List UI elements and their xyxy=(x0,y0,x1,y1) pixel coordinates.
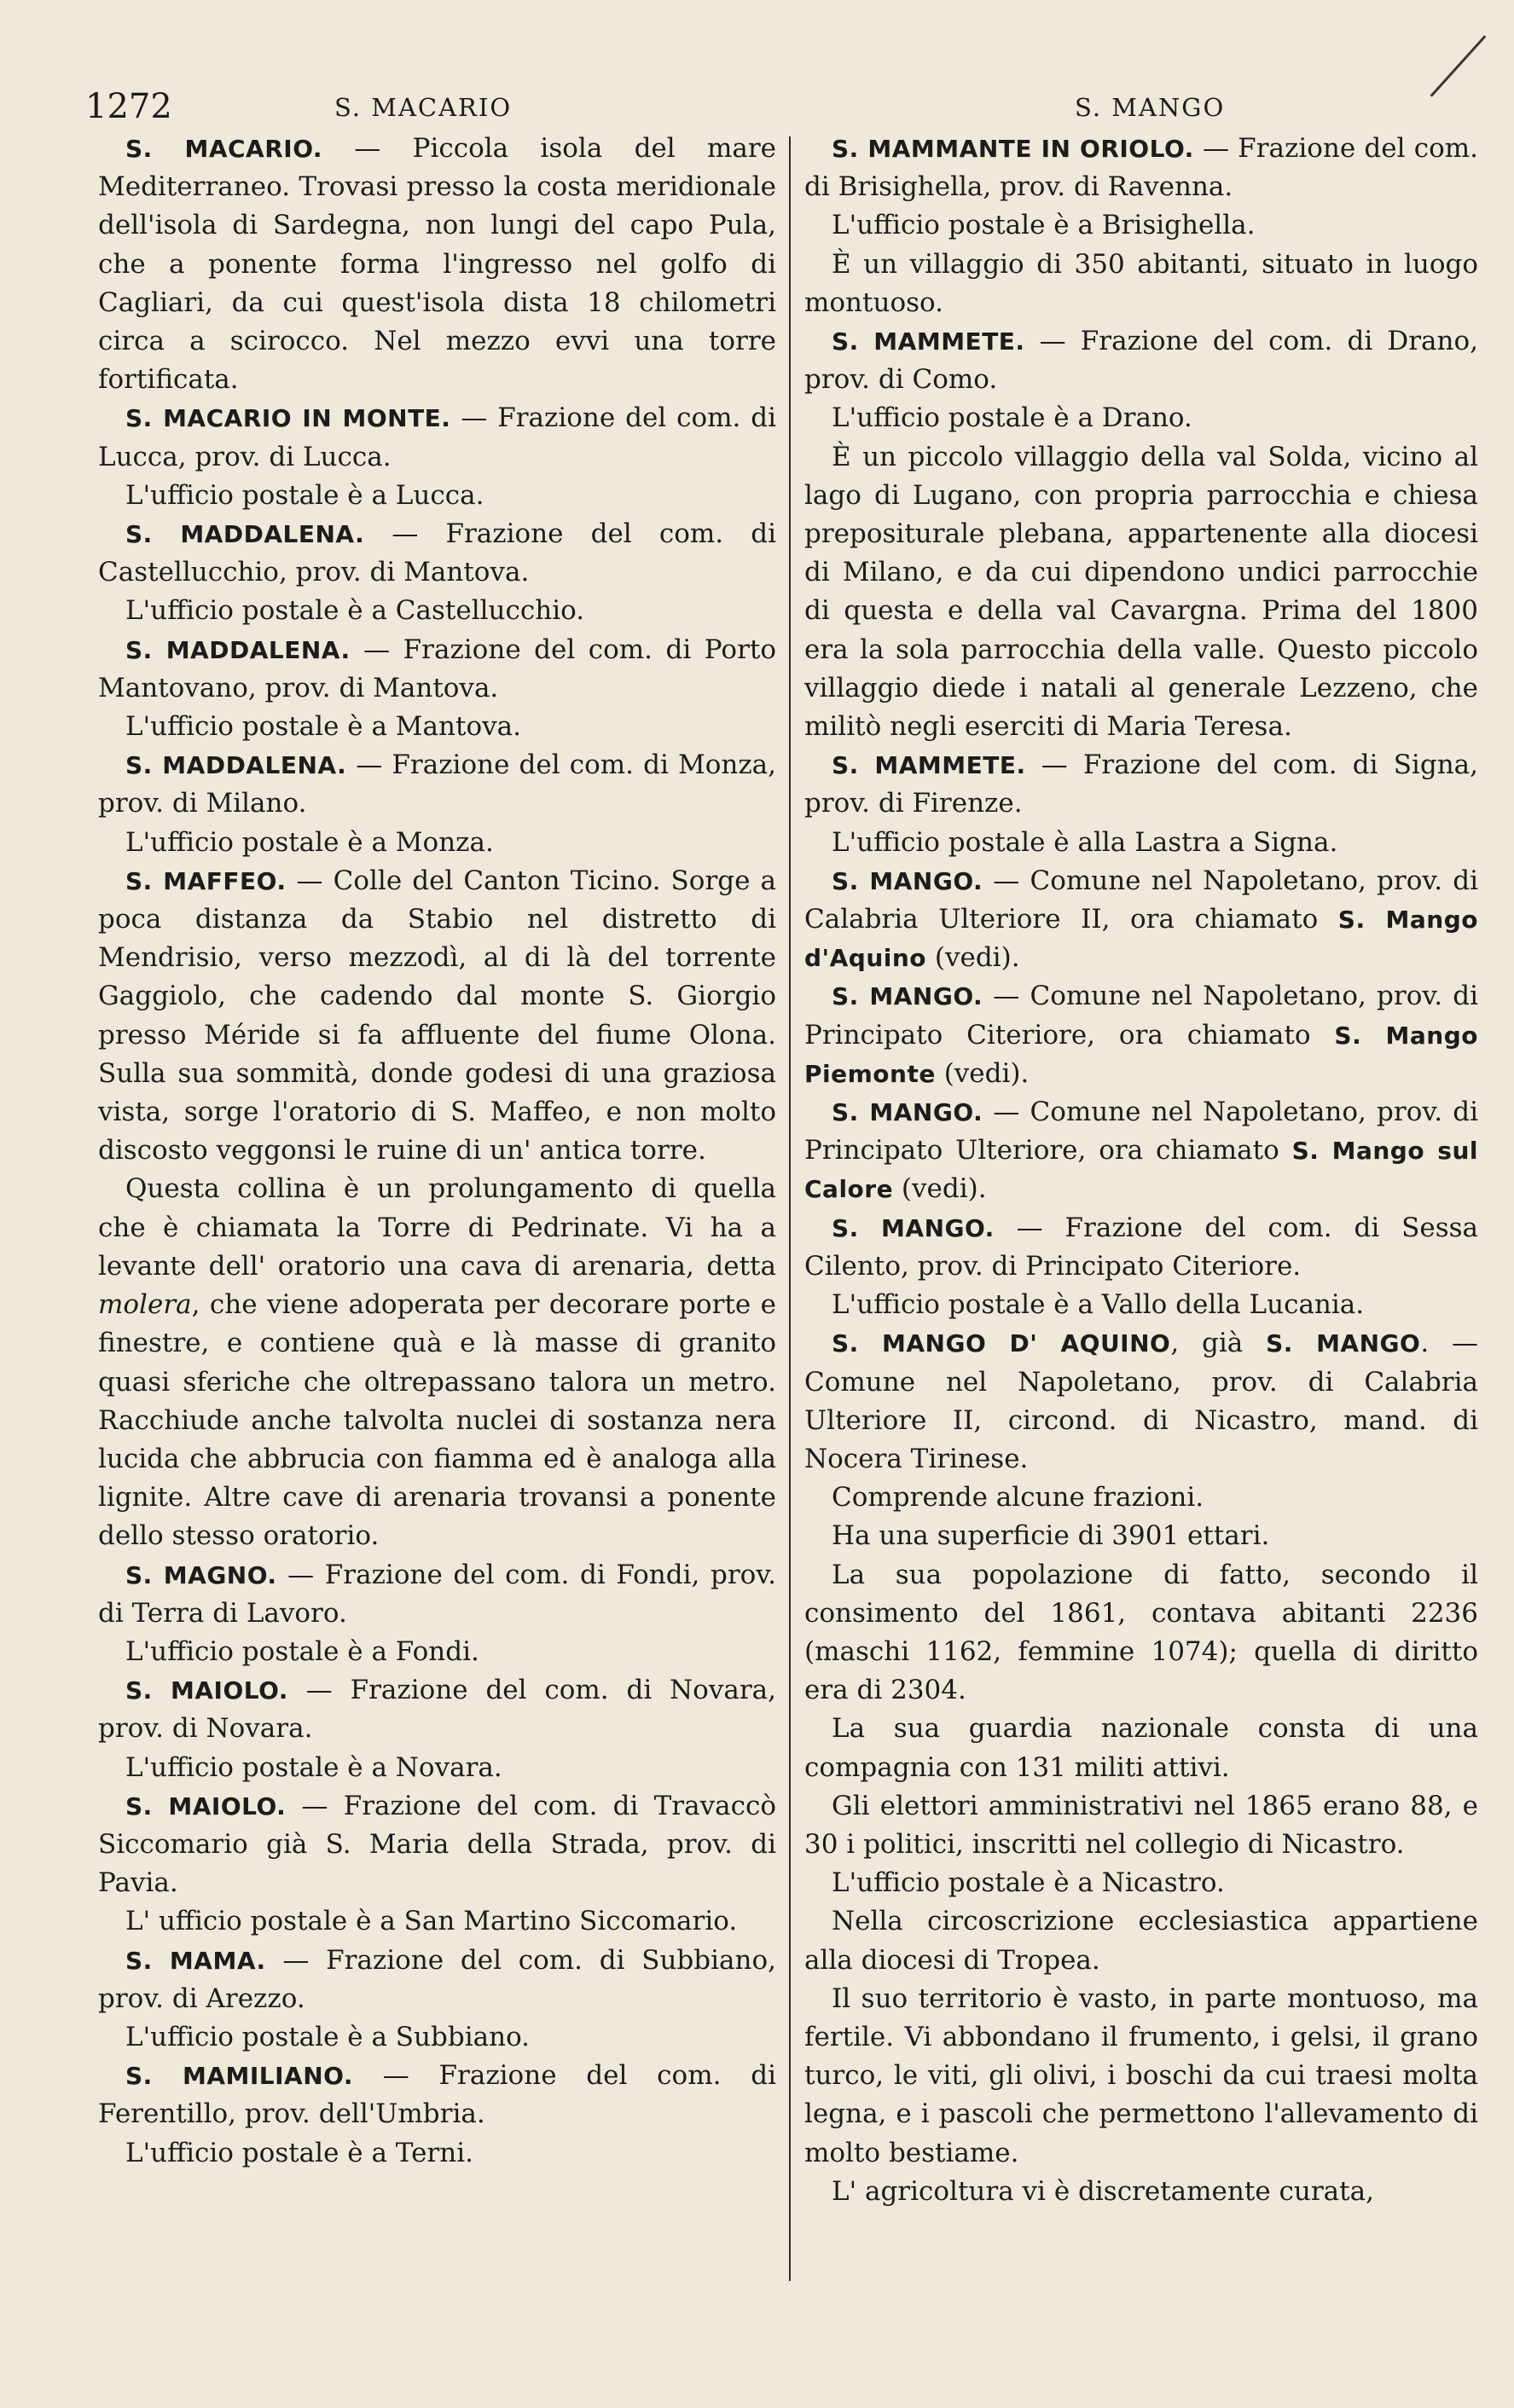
entry-paragraph xyxy=(804,1710,1478,1786)
entry-paragraph xyxy=(98,2018,776,2057)
entry-headword: S. MANGO. xyxy=(832,982,983,1011)
entry-paragraph xyxy=(98,1902,776,1941)
entry-paragraph xyxy=(98,708,776,746)
entry-text: È un piccolo villaggio della val Solda, vicino al lago di Lugano, con propria parrocchia e chiesa prepositurale plebana, appartenente alla diocesi di Milano, e da cui dipendono undici parrocchie di questa e della val Cavargna. Prima del 1800 era la sola parrocchia della valle. Questo piccolo villaggio diede i natali al generale Lezzeno, che militò negli eserciti di Maria Teresa. xyxy=(804,441,1478,743)
entry-paragraph xyxy=(98,592,776,630)
entry-text: L'ufficio postale è a Subbiano. xyxy=(125,2021,531,2052)
left-column xyxy=(98,130,776,2173)
entry-headword: S. MAFFEO. xyxy=(125,866,287,895)
dictionary-entry xyxy=(98,1671,776,1748)
right-column xyxy=(804,130,1478,2211)
entry-headword: S. MAIOLO. xyxy=(125,1792,287,1820)
entry-text: — Frazione del com. di Travaccò Siccomario già S. Maria della Strada, prov. di Pavia. xyxy=(98,1790,776,1899)
dictionary-entry xyxy=(98,862,776,1171)
entry-text: — Frazione del com. di Drano, prov. di Como. xyxy=(804,326,1478,396)
dictionary-entry xyxy=(804,130,1478,206)
entry-text: — Comune nel Napoletano, prov. di Principato Ulteriore, ora chiamato xyxy=(804,1097,1478,1166)
entry-headword: S. MADDALENA. xyxy=(125,751,347,780)
entry-text: Il suo territorio è vasto, in parte montuoso, ma fertile. Vi abbondano il frumento, i gelsi, il grano turco, le viti, gli olivi, i boschi da cui traesi molta legna, e i pascoli che permettono l'allevamento di molto bestiame. xyxy=(804,1983,1478,2168)
entry-cross-reference: S. Mango Piemonte xyxy=(804,1021,1478,1088)
entry-headword: S. MAMA. xyxy=(125,1946,266,1975)
entry-text: L'ufficio postale è a Drano. xyxy=(832,402,1192,434)
dictionary-entry xyxy=(98,1556,776,1633)
entry-cross-reference: S. MANGO xyxy=(1266,1329,1421,1358)
entry-paragraph xyxy=(804,1479,1478,1517)
entry-paragraph xyxy=(804,1902,1478,1979)
dictionary-entry xyxy=(98,1787,776,1903)
entry-headword: S. MACARIO IN MONTE. xyxy=(125,404,451,433)
entry-headword: S. MANGO. xyxy=(832,866,983,895)
dictionary-entry xyxy=(98,399,776,476)
entry-text: L'ufficio postale è a Novara. xyxy=(125,1751,502,1783)
entry-headword: S. MAMMETE. xyxy=(832,751,1026,780)
entry-headword: S. MAMMETE. xyxy=(832,327,1025,356)
entry-text-continued: , che viene adoperata per decorare porte e finestre, e contiene quà e là masse di granito quasi sferiche che oltrepassano talora un metro. Racchiude anche talvolta nuclei di sostanza nera lucida che abbrucia con fiamma ed è analoga alla lignite. Altre cave di arenaria trovansi a ponente dello stesso oratorio. xyxy=(98,1289,776,1552)
entry-text: — Frazione del com. di Castellucchio, prov. di Mantova. xyxy=(98,518,776,588)
entry-text: — Frazione del com. di Subbiano, prov. di Arezzo. xyxy=(98,1944,776,2014)
entry-text-continued: (vedi). xyxy=(893,1173,987,1205)
dictionary-entry xyxy=(98,515,776,592)
entry-paragraph xyxy=(804,1864,1478,1902)
entry-text: È un villaggio di 350 abitanti, situato in luogo montuoso. xyxy=(804,248,1478,318)
corner-mark xyxy=(1430,35,1487,97)
entry-text: — Comune nel Napoletano, prov. di Principato Citeriore, ora chiamato xyxy=(804,981,1478,1051)
entry-text-continued: (vedi). xyxy=(935,1057,1030,1089)
entry-paragraph xyxy=(98,477,776,515)
page-number: 1272 xyxy=(85,87,172,126)
entry-text: L'ufficio postale è a Castellucchio. xyxy=(125,595,585,627)
entry-text: — Frazione del com. di Sessa Cilento, prov. di Principato Citeriore. xyxy=(804,1212,1478,1282)
running-head-left: S. MACARIO xyxy=(334,93,513,122)
entry-text: — Frazione del com. di Fondi, prov. di Terra di Lavoro. xyxy=(98,1559,776,1629)
entry-paragraph xyxy=(804,2173,1478,2211)
entry-text: Gli elettori amministrativi nel 1865 erano 88, e 30 i politici, inscritti nel collegio di Nicastro. xyxy=(804,1790,1478,1860)
entry-text: Nella circoscrizione ecclesiastica appartiene alla diocesi di Tropea. xyxy=(804,1906,1478,1976)
entry-text: — Frazione del com. di Ferentillo, prov. dell'Umbria. xyxy=(98,2060,776,2130)
entry-text: — Frazione del com. di Novara, prov. di Novara. xyxy=(98,1675,776,1745)
entry-headword: S. MANGO. xyxy=(832,1213,995,1242)
entry-text: L'ufficio postale è a Lucca. xyxy=(125,479,484,511)
entry-text: — Piccola isola del mare Mediterraneo. Trovasi presso la costa meridionale dell'isola di Sardegna, non lungi del capo Pula, che a ponente forma l'ingresso nel golfo di Cagliari, da cui quest'isola dista 18 chilometri circa a scirocco. Nel mezzo evvi una torre fortificata. xyxy=(98,133,776,396)
entry-paragraph xyxy=(98,1170,776,1555)
entry-paragraph xyxy=(804,824,1478,862)
dictionary-entry xyxy=(804,1324,1478,1479)
entry-headword: S. MACARIO. xyxy=(125,135,323,163)
entry-paragraph xyxy=(804,1556,1478,1710)
entry-headword: S. MAIOLO. xyxy=(125,1676,288,1705)
entry-headword: S. MANGO D' AQUINO xyxy=(832,1329,1171,1358)
entry-text-continued: . — Comune nel Napoletano, prov. di Calabria Ulteriore II, circond. di Nicastro, mand. di Nocera Tirinese. xyxy=(804,1328,1478,1474)
entry-text: L'ufficio postale è a Brisighella. xyxy=(832,210,1256,241)
entry-paragraph xyxy=(98,824,776,862)
entry-text: L'ufficio postale è a Terni. xyxy=(125,2137,473,2168)
entry-headword: S. MADDALENA. xyxy=(125,520,365,549)
dictionary-entry xyxy=(98,746,776,823)
entry-text: , già xyxy=(1170,1328,1267,1359)
entry-headword: S. MAMMANTE IN ORIOLO. xyxy=(832,135,1194,163)
entry-paragraph xyxy=(98,1749,776,1787)
entry-text: La sua popolazione di fatto, secondo il consimento del 1861, contava abitanti 2236 (maschi 1162, femmine 1074); quella di diritto era di 2304. xyxy=(804,1559,1478,1706)
entry-paragraph xyxy=(804,1980,1478,2173)
entry-text: L'ufficio postale è a Mantova. xyxy=(125,711,521,743)
entry-cross-reference: S. Mango d'Aquino xyxy=(804,906,1478,973)
entry-paragraph xyxy=(804,246,1478,322)
entry-paragraph xyxy=(98,2134,776,2173)
entry-text: — Frazione del com. di Lucca, prov. di Lucca. xyxy=(98,402,776,472)
entry-text: L'ufficio postale è a Fondi. xyxy=(125,1635,479,1667)
entry-headword: S. MADDALENA. xyxy=(125,635,351,664)
dictionary-entry xyxy=(804,977,1478,1093)
column-rule xyxy=(789,136,791,2281)
entry-text: — Frazione del com. di Porto Mantovano, prov. di Mantova. xyxy=(98,634,777,703)
entry-text: L'ufficio postale è a Monza. xyxy=(125,826,494,858)
entry-italic-term: molera xyxy=(98,1289,192,1321)
dictionary-entry xyxy=(98,631,776,708)
entry-paragraph xyxy=(804,206,1478,245)
entry-text: L'ufficio postale è a Nicastro. xyxy=(832,1867,1225,1899)
entry-headword: S. MANGO. xyxy=(832,1098,983,1127)
dictionary-entry xyxy=(804,862,1478,978)
dictionary-entry xyxy=(804,746,1478,823)
entry-text: L' agricoltura vi è discretamente curata, xyxy=(832,2175,1374,2207)
entry-text: L'ufficio postale è a Vallo della Lucania. xyxy=(832,1289,1365,1321)
entry-headword: S. MAMILIANO. xyxy=(125,2062,353,2091)
running-head-right: S. MANGO xyxy=(1075,93,1226,122)
dictionary-entry xyxy=(804,1093,1478,1209)
entry-text: Questa collina è un prolungamento di quella che è chiamata la Torre di Pedrinate. Vi ha a levante dell' oratorio una cava di arenaria, detta xyxy=(98,1173,776,1282)
entry-text: L'ufficio postale è alla Lastra a Signa. xyxy=(832,826,1338,858)
entry-paragraph xyxy=(804,438,1478,747)
entry-text: Ha una superficie di 3901 ettari. xyxy=(832,1520,1270,1552)
dictionary-entry xyxy=(98,1942,776,2018)
entry-text: — Frazione del com. di Monza, prov. di Milano. xyxy=(98,750,776,819)
dictionary-entry xyxy=(804,1209,1478,1286)
dictionary-entry xyxy=(804,322,1478,399)
entry-text: La sua guardia nazionale consta di una compagnia con 131 militi attivi. xyxy=(804,1713,1478,1783)
entry-text: — Frazione del com. di Brisighella, prov. di Ravenna. xyxy=(804,133,1478,203)
entry-paragraph xyxy=(804,399,1478,437)
entry-paragraph xyxy=(804,1787,1478,1864)
dictionary-entry xyxy=(98,130,776,399)
entry-paragraph xyxy=(804,1286,1478,1324)
entry-text: L' ufficio postale è a San Martino Siccomario. xyxy=(125,1906,738,1937)
entry-paragraph xyxy=(98,1633,776,1671)
entry-text: Comprende alcune frazioni. xyxy=(832,1482,1204,1514)
entry-text: — Frazione del com. di Signa, prov. di Firenze. xyxy=(804,750,1478,819)
entry-text: — Colle del Canton Ticino. Sorge a poca distanza da Stabio nel distretto di Mendrisio, verso mezzodì, al di là del torrente Gaggiolo, che cadendo dal monte S. Giorgio presso Méride si fa affluente del fiume Olona. Sulla sua sommità, donde godesi di una graziosa vista, sorge l'oratorio di S. Maffeo, e non molto discosto veggonsi le ruine di un' antica torre. xyxy=(98,865,776,1166)
entry-text-continued: (vedi). xyxy=(926,942,1020,974)
entry-paragraph xyxy=(804,1517,1478,1555)
entry-headword: S. MAGNO. xyxy=(125,1560,277,1589)
dictionary-entry xyxy=(98,2057,776,2133)
entry-cross-reference: S. Mango sul Calore xyxy=(804,1137,1478,1204)
entry-text: — Comune nel Napoletano, prov. di Calabria Ulteriore II, ora chiamato xyxy=(804,865,1478,935)
